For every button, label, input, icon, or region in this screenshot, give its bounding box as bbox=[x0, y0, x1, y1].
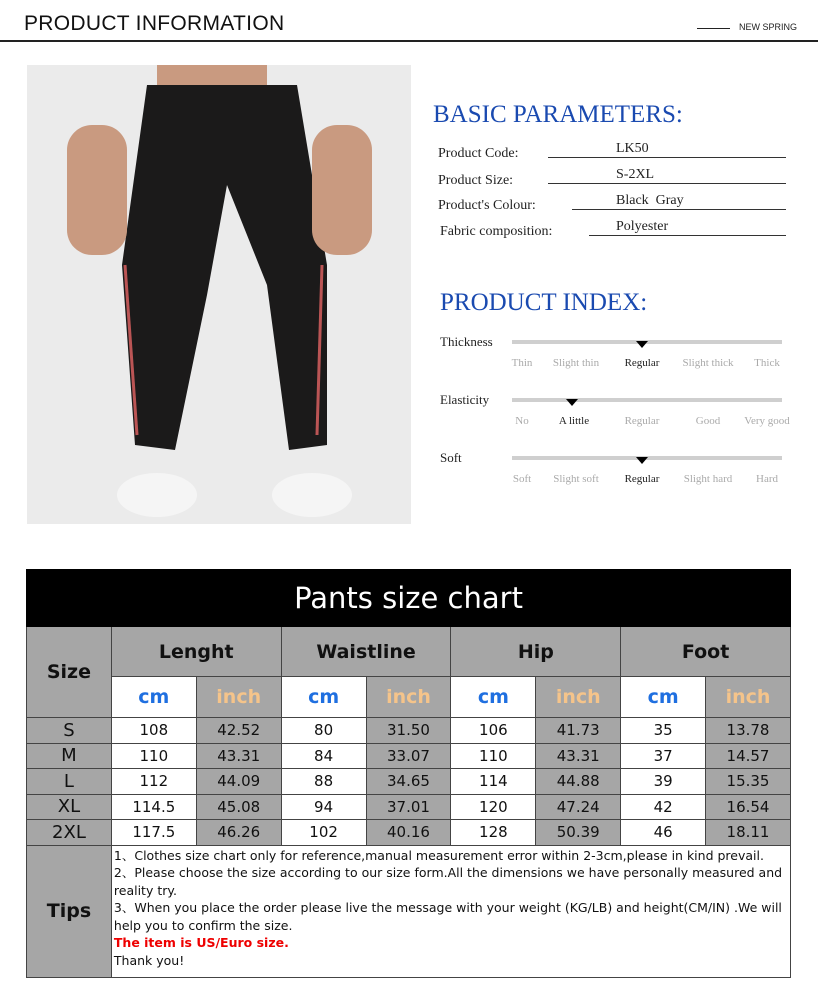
tip: 2、Please choose the size according to our size form.All the dimensions we have personally measured and reality try. bbox=[113, 865, 783, 898]
value-cell: 84 bbox=[281, 743, 366, 769]
size-cell: S bbox=[27, 718, 112, 744]
value-cell: 94 bbox=[281, 794, 366, 820]
index-option: Good bbox=[695, 415, 721, 427]
tip-thanks: Thank you! bbox=[113, 952, 185, 968]
index-option: Slight soft bbox=[553, 473, 599, 485]
underline bbox=[589, 235, 786, 236]
index-option: Soft bbox=[512, 473, 532, 485]
group-header: Hip bbox=[451, 627, 621, 677]
index-marker-icon bbox=[636, 457, 648, 464]
value-cell: 13.78 bbox=[706, 718, 791, 744]
product-colour-value: Black Gray bbox=[616, 193, 684, 208]
index-label: Elasticity bbox=[440, 392, 490, 407]
size-chart-title: Pants size chart bbox=[27, 570, 791, 627]
tip: 1、Clothes size chart only for reference,manual measurement error within 2-3cm,please in kind prevail. bbox=[113, 847, 764, 863]
value-cell: 18.11 bbox=[706, 820, 791, 846]
index-label: Soft bbox=[440, 450, 462, 465]
value-cell: 106 bbox=[451, 718, 536, 744]
value-cell: 88 bbox=[281, 769, 366, 795]
value-cell: 47.24 bbox=[536, 794, 621, 820]
group-header: Waistline bbox=[281, 627, 451, 677]
size-cell: 2XL bbox=[27, 820, 112, 846]
product-index-title: PRODUCT INDEX: bbox=[440, 289, 648, 316]
fabric-value: Polyester bbox=[616, 219, 669, 234]
new-spring-tag: NEW SPRING bbox=[739, 22, 798, 32]
size-cell: L bbox=[27, 769, 112, 795]
index-label: Thickness bbox=[440, 334, 493, 349]
unit-inch: inch bbox=[196, 677, 281, 718]
size-cell: M bbox=[27, 743, 112, 769]
index-marker-icon bbox=[566, 399, 578, 406]
product-colour-label: Product's Colour: bbox=[438, 198, 536, 213]
basic-parameters-title: BASIC PARAMETERS: bbox=[433, 101, 683, 128]
value-cell: 114 bbox=[451, 769, 536, 795]
tip-size-note: The item is US/Euro size. bbox=[113, 935, 289, 950]
index-option: Slight thin bbox=[552, 357, 600, 369]
index-option: A little bbox=[558, 415, 590, 427]
value-cell: 117.5 bbox=[111, 820, 196, 846]
underline bbox=[572, 209, 786, 210]
value-cell: 31.50 bbox=[366, 718, 451, 744]
value-cell: 128 bbox=[451, 820, 536, 846]
product-size-value: S-2XL bbox=[616, 167, 655, 182]
product-code-value: LK50 bbox=[616, 141, 649, 156]
value-cell: 15.35 bbox=[706, 769, 791, 795]
value-cell: 37.01 bbox=[366, 794, 451, 820]
unit-inch: inch bbox=[366, 677, 451, 718]
value-cell: 120 bbox=[451, 794, 536, 820]
index-option: Regular bbox=[624, 415, 660, 427]
unit-inch: inch bbox=[706, 677, 791, 718]
index-option: Regular bbox=[624, 357, 660, 369]
tips-text bbox=[111, 845, 790, 977]
tips-label: Tips bbox=[27, 845, 112, 977]
value-cell: 45.08 bbox=[196, 794, 281, 820]
value-cell: 16.54 bbox=[706, 794, 791, 820]
unit-cm: cm bbox=[111, 677, 196, 718]
table-row bbox=[27, 794, 791, 820]
underline bbox=[548, 183, 786, 184]
group-header: Foot bbox=[621, 627, 791, 677]
group-header: Lenght bbox=[111, 627, 281, 677]
index-option: Very good bbox=[744, 415, 790, 427]
value-cell: 46.26 bbox=[196, 820, 281, 846]
unit-cm: cm bbox=[621, 677, 706, 718]
value-cell: 41.73 bbox=[536, 718, 621, 744]
value-cell: 14.57 bbox=[706, 743, 791, 769]
value-cell: 44.09 bbox=[196, 769, 281, 795]
value-cell: 110 bbox=[111, 743, 196, 769]
value-cell: 42.52 bbox=[196, 718, 281, 744]
value-cell: 33.07 bbox=[366, 743, 451, 769]
tip: 3、When you place the order please live the message with your weight (KG/LB) and height(CM/IN) .We will help you to confirm the size. bbox=[113, 900, 782, 933]
index-option: Hard bbox=[756, 473, 778, 485]
index-track bbox=[512, 398, 782, 402]
value-cell: 37 bbox=[621, 743, 706, 769]
unit-cm: cm bbox=[281, 677, 366, 718]
value-cell: 39 bbox=[621, 769, 706, 795]
index-option: Slight hard bbox=[683, 473, 733, 485]
value-cell: 42 bbox=[621, 794, 706, 820]
value-cell: 43.31 bbox=[536, 743, 621, 769]
unit-cm: cm bbox=[451, 677, 536, 718]
underline bbox=[548, 157, 786, 158]
index-option: Slight thick bbox=[682, 357, 734, 369]
table-row bbox=[27, 718, 791, 744]
index-option: Regular bbox=[624, 473, 660, 485]
size-chart-table bbox=[26, 569, 791, 978]
index-option: Thin bbox=[511, 357, 533, 369]
table-row bbox=[27, 820, 791, 846]
value-cell: 112 bbox=[111, 769, 196, 795]
value-cell: 43.31 bbox=[196, 743, 281, 769]
value-cell: 50.39 bbox=[536, 820, 621, 846]
product-size-label: Product Size: bbox=[438, 173, 514, 188]
value-cell: 110 bbox=[451, 743, 536, 769]
table-row bbox=[27, 743, 791, 769]
value-cell: 46 bbox=[621, 820, 706, 846]
page-title: PRODUCT INFORMATION bbox=[24, 12, 285, 35]
value-cell: 40.16 bbox=[366, 820, 451, 846]
size-header: Size bbox=[27, 627, 112, 718]
product-photo bbox=[27, 65, 411, 524]
fabric-label: Fabric composition: bbox=[440, 224, 553, 239]
unit-inch: inch bbox=[536, 677, 621, 718]
value-cell: 114.5 bbox=[111, 794, 196, 820]
index-marker-icon bbox=[636, 341, 648, 348]
index-option: No bbox=[515, 415, 529, 427]
value-cell: 80 bbox=[281, 718, 366, 744]
value-cell: 102 bbox=[281, 820, 366, 846]
product-code-label: Product Code: bbox=[438, 146, 519, 161]
index-option: Thick bbox=[754, 357, 780, 369]
value-cell: 35 bbox=[621, 718, 706, 744]
value-cell: 34.65 bbox=[366, 769, 451, 795]
divider bbox=[697, 28, 730, 29]
value-cell: 108 bbox=[111, 718, 196, 744]
value-cell: 44.88 bbox=[536, 769, 621, 795]
size-cell: XL bbox=[27, 794, 112, 820]
header-divider bbox=[0, 40, 818, 42]
table-row bbox=[27, 769, 791, 795]
